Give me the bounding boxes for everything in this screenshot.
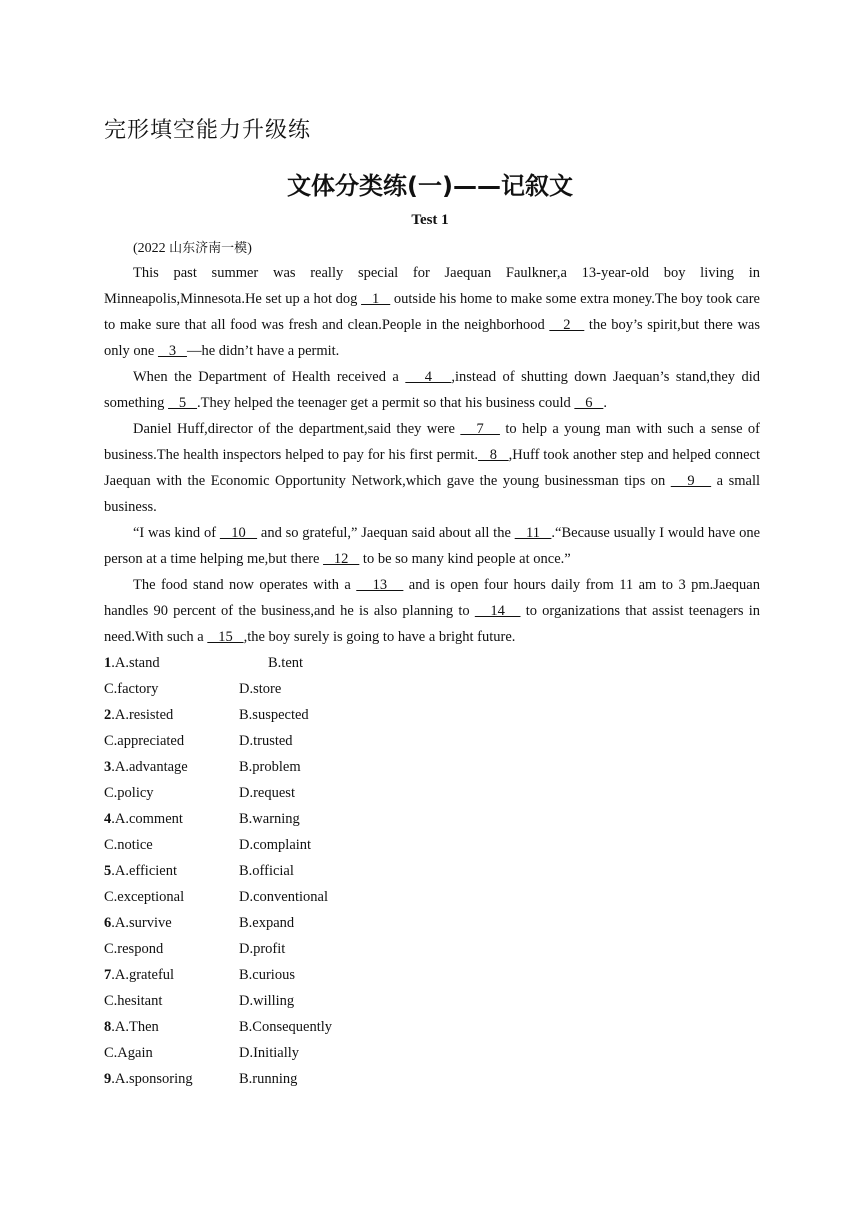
option-a bbox=[104, 858, 177, 884]
option-d: D.complaint bbox=[239, 837, 312, 853]
option-row bbox=[104, 702, 504, 728]
option-row bbox=[104, 988, 504, 1014]
text-span: . bbox=[603, 395, 607, 411]
option-row bbox=[104, 780, 504, 806]
option-b: B.expand bbox=[239, 915, 295, 931]
blank-6: 6 bbox=[574, 395, 604, 411]
option-row bbox=[104, 962, 504, 988]
option-c: C.respond bbox=[104, 941, 164, 957]
source-close: ) bbox=[247, 241, 252, 256]
text-span: a small business. bbox=[104, 473, 761, 515]
text-span: Daniel Huff,director of the department,said they were bbox=[133, 421, 461, 437]
text-span: When the Department of Health received a bbox=[133, 369, 406, 385]
text-span: and so grateful,” Jaequan said about all the bbox=[257, 525, 515, 541]
option-row bbox=[104, 754, 504, 780]
question-number: 7 bbox=[104, 967, 112, 983]
question-number: 9 bbox=[104, 1071, 112, 1087]
option-row bbox=[104, 884, 504, 910]
paragraph-3 bbox=[104, 416, 760, 520]
option-row bbox=[104, 832, 504, 858]
option-row bbox=[104, 858, 504, 884]
option-d: D.trusted bbox=[239, 733, 293, 749]
question-number: 2 bbox=[104, 707, 112, 723]
section-heading: 完形填空能力升级练 bbox=[104, 118, 312, 143]
option-a-text: .A.comment bbox=[111, 811, 183, 827]
paragraph-1 bbox=[104, 260, 760, 364]
blank-8: 8 bbox=[478, 447, 509, 463]
option-b: B.warning bbox=[239, 811, 300, 827]
option-row bbox=[104, 910, 504, 936]
blank-2: 2 bbox=[549, 317, 585, 333]
question-number: 6 bbox=[104, 915, 112, 931]
option-a bbox=[104, 806, 183, 832]
option-c: C.notice bbox=[104, 837, 153, 853]
option-b: B.suspected bbox=[239, 707, 309, 723]
option-a-text: .A.advantage bbox=[111, 759, 188, 775]
text-span: ,instead of shutting down Jaequan’s stand,they did something bbox=[104, 369, 761, 411]
option-a-text: .A.survive bbox=[111, 915, 172, 931]
option-row bbox=[104, 728, 504, 754]
question-number: 3 bbox=[104, 759, 112, 775]
option-a bbox=[104, 1014, 159, 1040]
option-a-text: .A.Then bbox=[111, 1019, 159, 1035]
paragraph-4 bbox=[104, 520, 760, 572]
answer-options bbox=[104, 650, 504, 1092]
blank-15: 15 bbox=[207, 629, 244, 645]
option-a bbox=[104, 650, 160, 676]
source-note bbox=[133, 237, 252, 257]
option-d: D.store bbox=[239, 681, 282, 697]
option-a-text: .A.sponsoring bbox=[111, 1071, 193, 1087]
text-span: outside his home to make some extra money.The boy took care to make sure that all food was fresh and clean.People in the neighborhood bbox=[104, 291, 760, 333]
option-row bbox=[104, 650, 504, 676]
option-d: D.Initially bbox=[239, 1045, 300, 1061]
blank-9: 9 bbox=[670, 473, 712, 489]
paragraph-2 bbox=[104, 364, 760, 416]
source-open: (2022 bbox=[133, 241, 170, 256]
option-row bbox=[104, 1066, 504, 1092]
option-a-text: .A.resisted bbox=[111, 707, 174, 723]
option-c: C.Again bbox=[104, 1045, 153, 1061]
text-span: to be so many kind people at once.” bbox=[359, 551, 571, 567]
option-c: C.hesitant bbox=[104, 993, 163, 1009]
option-d: D.conventional bbox=[239, 889, 328, 905]
option-a bbox=[104, 754, 188, 780]
source-place: 山东济南一模 bbox=[169, 241, 248, 256]
blank-1: 1 bbox=[361, 291, 391, 307]
text-span: the boy’s spirit,but there was only one bbox=[104, 317, 760, 359]
option-a-text: .A.efficient bbox=[111, 863, 178, 879]
option-b: B.tent bbox=[268, 655, 304, 671]
text-span: The food stand now operates with a bbox=[133, 577, 357, 593]
option-b: B.problem bbox=[239, 759, 301, 775]
option-row bbox=[104, 936, 504, 962]
option-row bbox=[104, 1014, 504, 1040]
text-span: “I was kind of bbox=[133, 525, 220, 541]
question-number: 4 bbox=[104, 811, 112, 827]
option-row bbox=[104, 1040, 504, 1066]
text-span: —he didn’t have a permit. bbox=[186, 343, 340, 359]
text-span: ,the boy surely is going to have a bright future. bbox=[243, 629, 516, 645]
option-c: C.factory bbox=[104, 681, 159, 697]
text-span: This past summer was really special for Jaequan Faulkner,a 13-year-old boy living in Minneapolis,Minnesota.He set up a hot dog bbox=[104, 265, 760, 307]
page-title: 文体分类练(一)——记叙文 bbox=[287, 172, 573, 200]
option-a bbox=[104, 1066, 193, 1092]
option-c: C.policy bbox=[104, 785, 154, 801]
blank-10: 10 bbox=[219, 525, 258, 541]
option-c: C.exceptional bbox=[104, 889, 185, 905]
option-d: D.request bbox=[239, 785, 295, 801]
blank-4: 4 bbox=[405, 369, 452, 385]
option-a-text: .A.stand bbox=[111, 655, 160, 671]
text-span: .“Because usually I would have one person at a time helping me,but there bbox=[104, 525, 761, 567]
text-span: .They helped the teenager get a permit so that his business could bbox=[197, 395, 575, 411]
blank-13: 13 bbox=[356, 577, 404, 593]
option-b: B.official bbox=[239, 863, 294, 879]
question-number: 1 bbox=[104, 655, 112, 671]
blank-3: 3 bbox=[157, 343, 187, 359]
option-d: D.willing bbox=[239, 993, 295, 1009]
text-span: and is open four hours daily from 11 am to 3 pm.Jaequan handles 90 percent of the business,and he is also planning to bbox=[104, 577, 760, 619]
blank-11: 11 bbox=[514, 525, 552, 541]
option-a bbox=[104, 702, 173, 728]
option-row bbox=[104, 676, 504, 702]
text-span: to organizations that assist teenagers in need.With such a bbox=[104, 603, 760, 645]
paragraph-5 bbox=[104, 572, 760, 650]
blank-14: 14 bbox=[474, 603, 521, 619]
option-b: B.curious bbox=[239, 967, 295, 983]
blank-5: 5 bbox=[168, 395, 198, 411]
option-a-text: .A.grateful bbox=[111, 967, 175, 983]
blank-12: 12 bbox=[323, 551, 360, 567]
option-row bbox=[104, 806, 504, 832]
option-a bbox=[104, 910, 172, 936]
option-b: B.Consequently bbox=[239, 1019, 333, 1035]
test-title: Test 1 bbox=[411, 212, 449, 228]
reading-passage bbox=[104, 260, 760, 650]
option-b: B.running bbox=[239, 1071, 298, 1087]
option-a bbox=[104, 962, 174, 988]
text-span: to help a young man with such a sense of business.The health inspectors helped to pay for his first permit. bbox=[104, 421, 761, 463]
option-d: D.profit bbox=[239, 941, 286, 957]
question-number: 5 bbox=[104, 863, 112, 879]
question-number: 8 bbox=[104, 1019, 112, 1035]
blank-7: 7 bbox=[460, 421, 500, 437]
option-c: C.appreciated bbox=[104, 733, 185, 749]
text-span: ,Huff took another step and helped connect Jaequan with the Economic Opportunity Network,which gave the young businessman tips on bbox=[104, 447, 761, 489]
